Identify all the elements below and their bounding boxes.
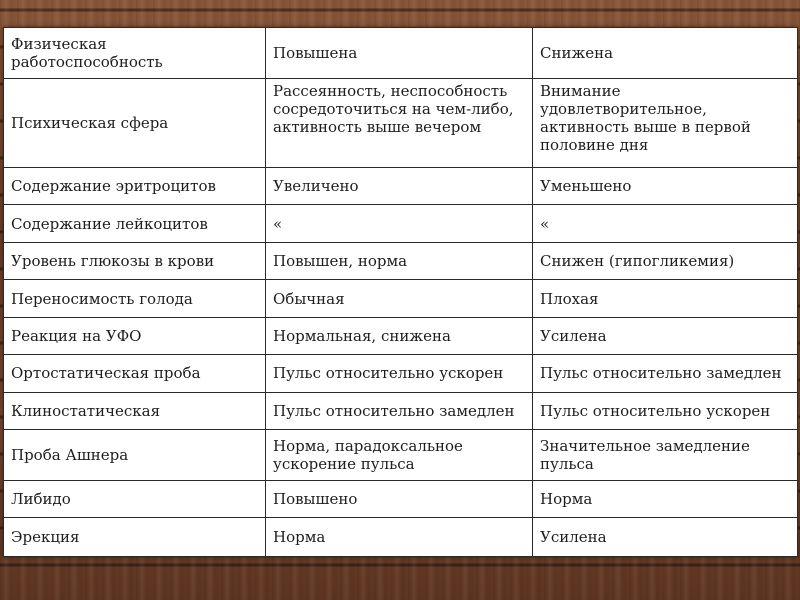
decreased-cell: Пульс относительно ускорен	[533, 392, 798, 429]
table-row	[4, 280, 798, 317]
table-row	[4, 205, 798, 242]
increased-cell: Увеличено	[266, 167, 533, 204]
parameter-cell: Эрекция	[4, 518, 266, 557]
increased-cell: «	[266, 205, 533, 242]
decreased-cell: «	[533, 205, 798, 242]
increased-cell: Нормальная, снижена	[266, 317, 533, 354]
decreased-cell: Пульс относительно замедлен	[533, 355, 798, 392]
document-sheet	[3, 27, 798, 557]
parameter-cell: Ортостатическая проба	[4, 355, 266, 392]
table-row	[4, 518, 798, 557]
comparison-table	[3, 27, 798, 557]
parameter-cell: Переносимость голода	[4, 280, 266, 317]
decreased-cell: Уменьшено	[533, 167, 798, 204]
decreased-cell: Значительное замедление пульса	[533, 430, 798, 481]
decreased-cell: Плохая	[533, 280, 798, 317]
decreased-cell: Снижен (гипогликемия)	[533, 242, 798, 279]
parameter-cell: Содержание эритроцитов	[4, 167, 266, 204]
table-row	[4, 480, 798, 517]
table-row	[4, 28, 798, 79]
decreased-cell: Норма	[533, 480, 798, 517]
table-row	[4, 317, 798, 354]
increased-cell: Норма, парадоксальное ускорение пульса	[266, 430, 533, 481]
parameter-cell: Реакция на УФО	[4, 317, 266, 354]
parameter-cell: Уровень глюкозы в крови	[4, 242, 266, 279]
increased-cell: Пульс относительно ускорен	[266, 355, 533, 392]
table-row	[4, 392, 798, 429]
parameter-cell: Содержание лейкоцитов	[4, 205, 266, 242]
increased-cell: Рассеянность, неспособность сосредоточиться на чем-либо, активность выше вечером	[266, 78, 533, 167]
decreased-cell: Усилена	[533, 518, 798, 557]
parameter-cell: Либидо	[4, 480, 266, 517]
parameter-cell: Психическая сфера	[4, 78, 266, 167]
table-row	[4, 430, 798, 481]
table-row	[4, 78, 798, 167]
increased-cell: Повышено	[266, 480, 533, 517]
increased-cell: Повышен, норма	[266, 242, 533, 279]
table-row	[4, 167, 798, 204]
parameter-cell: Проба Ашнера	[4, 430, 266, 481]
increased-cell: Пульс относительно замедлен	[266, 392, 533, 429]
decreased-cell: Усилена	[533, 317, 798, 354]
increased-cell: Обычная	[266, 280, 533, 317]
decreased-cell: Снижена	[533, 28, 798, 79]
parameter-cell: Физическая работоспособность	[4, 28, 266, 79]
table-row	[4, 242, 798, 279]
table-row	[4, 355, 798, 392]
decreased-cell: Внимание удовлетворительное, активность выше в первой половине дня	[533, 78, 798, 167]
parameter-cell: Клиностатическая	[4, 392, 266, 429]
increased-cell: Повышена	[266, 28, 533, 79]
increased-cell: Норма	[266, 518, 533, 557]
